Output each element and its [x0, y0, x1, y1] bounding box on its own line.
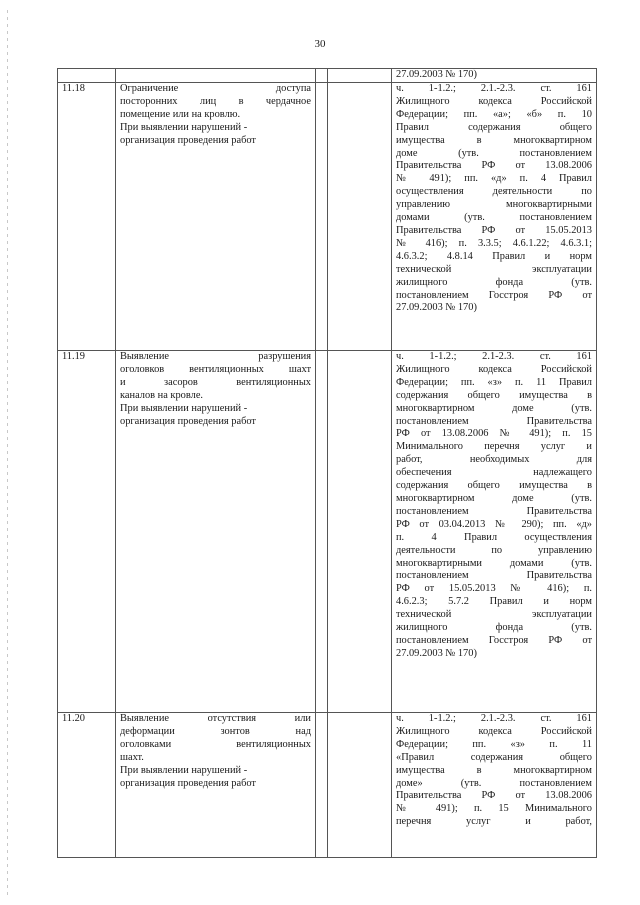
requirements-table — [57, 68, 597, 858]
action-line: шахт. — [120, 751, 144, 763]
basis-line: Минимального перечня услуг и — [396, 441, 592, 453]
action-line: организация проведения работ — [120, 134, 256, 146]
basis-line: содержания общего имущества в — [396, 389, 592, 401]
basis-line: постановлением Госстроя РФ от — [396, 289, 592, 301]
table-cell-mark — [316, 713, 328, 858]
basis-line: домами (утв. постановлением — [396, 212, 592, 224]
basis-line: жилищного фонда (утв. — [396, 622, 592, 634]
action-line: При выявлении нарушений - — [120, 402, 248, 414]
action-line: При выявлении нарушений - — [120, 764, 248, 776]
action-line: организация проведения работ — [120, 415, 256, 427]
basis-line: имущества в многоквартирном — [396, 764, 592, 776]
action-line: оголовков вентиляционных шахт — [120, 363, 311, 375]
table-cell-num: 11.18 — [58, 83, 116, 351]
basis-line: содержания общего имущества в — [396, 480, 592, 492]
basis-line: обеспечения надлежащего — [396, 467, 592, 479]
action-line: Выявление отсутствия или — [120, 713, 311, 724]
basis-line: деятельности по управлению — [396, 544, 592, 556]
table-cell-action — [116, 713, 316, 858]
basis-line: Правил содержания общего — [396, 121, 592, 133]
basis-line: 27.09.2003 № 170) — [396, 69, 477, 80]
basis-line: постановлением Правительства — [396, 570, 592, 582]
basis-line: Правительства РФ от 13.08.2006 — [396, 160, 592, 172]
action-line: и засоров вентиляционных — [120, 376, 311, 388]
basis-line: Правительства РФ от 13.08.2006 — [396, 790, 592, 802]
basis-line: технической эксплуатации — [396, 263, 592, 275]
table-row — [58, 69, 597, 83]
table-cell-basis — [392, 83, 597, 351]
basis-line: № 416); п. 3.3.5; 4.6.1.22; 4.6.3.1; — [396, 237, 592, 249]
action-line: помещение или на кровлю. — [120, 108, 241, 120]
basis-line: технической эксплуатации — [396, 609, 592, 621]
basis-line: доме» (утв. постановлением — [396, 777, 592, 789]
table-row — [58, 713, 597, 858]
table-cell-num: 11.19 — [58, 351, 116, 713]
basis-line: доме (утв. постановлением — [396, 147, 592, 159]
basis-line: Жилищного кодекса Российской — [396, 725, 592, 737]
basis-line: № 491); пп. «д» п. 4 Правил — [396, 173, 592, 185]
basis-line: РФ от 13.08.2006 № 491); п. 15 — [396, 428, 592, 440]
table-cell-mark — [316, 69, 328, 83]
action-line: При выявлении нарушений - — [120, 121, 248, 133]
scan-margin-line — [7, 10, 8, 895]
basis-line: ч. 1-1.2.; 2.1-2.3. ст. 161 — [396, 351, 592, 362]
basis-line: постановлением Правительства — [396, 505, 592, 517]
basis-line: работ, необходимых для — [396, 454, 592, 466]
action-line: оголовками вентиляционных — [120, 738, 311, 750]
basis-line: 4.6.3.2; 4.8.14 Правил и норм — [396, 250, 592, 262]
table-cell-num: 11.20 — [58, 713, 116, 858]
basis-line: Федерации; пп. «з» п. 11 Правил — [396, 376, 592, 388]
basis-line: ч. 1-1.2.; 2.1.-2.3. ст. 161 — [396, 83, 592, 94]
action-line: деформации зонтов над — [120, 725, 311, 737]
basis-line: Жилищного кодекса Российской — [396, 95, 592, 107]
table-cell-basis — [392, 713, 597, 858]
basis-line: перечня услуг и работ, — [396, 816, 592, 828]
page-number: 30 — [314, 38, 326, 50]
basis-line: 27.09.2003 № 170) — [396, 647, 477, 659]
action-line: Выявление разрушения — [120, 351, 311, 362]
basis-line: постановлением Госстроя РФ от — [396, 634, 592, 646]
action-line: организация проведения работ — [120, 777, 256, 789]
action-line: посторонних лиц в чердачное — [120, 95, 311, 107]
table-cell-action — [116, 351, 316, 713]
basis-line: 27.09.2003 № 170) — [396, 302, 477, 314]
action-line: каналов на кровле. — [120, 389, 204, 401]
table-cell-answer — [328, 69, 392, 83]
basis-line: многоквартирными домами (утв. — [396, 557, 592, 569]
table-cell-mark — [316, 83, 328, 351]
table-cell-answer — [328, 351, 392, 713]
basis-line: имущества в многоквартирном — [396, 134, 592, 146]
basis-line: жилищного фонда (утв. — [396, 276, 592, 288]
table-row — [58, 83, 597, 351]
basis-line: многоквартирном доме (утв. — [396, 402, 592, 414]
basis-line: управлению многоквартирными — [396, 199, 592, 211]
basis-line: постановлением Правительства — [396, 415, 592, 427]
basis-line: Жилищного кодекса Российской — [396, 363, 592, 375]
basis-line: 4.6.2.3; 5.7.2 Правил и норм — [396, 596, 592, 608]
basis-line: № 491); п. 15 Минимального — [396, 803, 592, 815]
basis-line: п. 4 Правил осуществления — [396, 531, 592, 543]
basis-line: Правительства РФ от 15.05.2013 — [396, 224, 592, 236]
table-cell-num — [58, 69, 116, 83]
table-cell-answer — [328, 713, 392, 858]
table-cell-basis — [392, 69, 597, 83]
basis-line: осуществления деятельности по — [396, 186, 592, 198]
basis-line: Федерации; пп. «з» п. 11 — [396, 738, 592, 750]
basis-line: ч. 1-1.2.; 2.1.-2.3. ст. 161 — [396, 713, 592, 724]
table-cell-mark — [316, 351, 328, 713]
action-line: Ограничение доступа — [120, 83, 311, 94]
basis-line: многоквартирном доме (утв. — [396, 492, 592, 504]
table-cell-answer — [328, 83, 392, 351]
basis-line: РФ от 03.04.2013 № 290); пп. «д» — [396, 518, 592, 530]
basis-line: «Правил содержания общего — [396, 751, 592, 763]
basis-line: Федерации; пп. «а»; «б» п. 10 — [396, 108, 592, 120]
table-row — [58, 351, 597, 713]
basis-line: РФ от 15.05.2013 № 416); п. — [396, 583, 592, 595]
table-cell-basis — [392, 351, 597, 713]
table-cell-action — [116, 83, 316, 351]
table-cell-action — [116, 69, 316, 83]
